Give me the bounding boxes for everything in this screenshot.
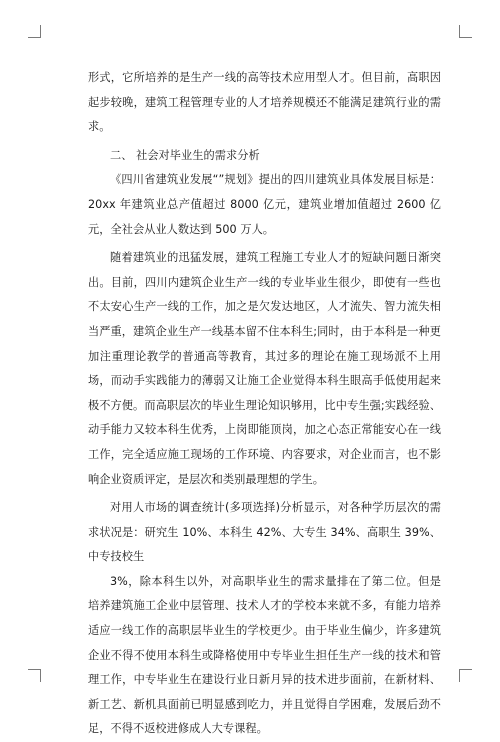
paragraph-development-goals: 《四川省建筑业发展“”规划》提出的四川建筑业具体发展目标是：20xx 年建筑业总产值超过 8000 亿元，建筑业增加值超过 2600 亿元，全社会从业人数达到 500 万人。: [88, 173, 441, 236]
paragraph-survey-stats: 对用人市场的调查统计(多项选择)分析显示，对各种学历层次的需求状况是：研究生 10%、本科生 42%、大专生 34%、高职生 39%、中专技校生: [88, 501, 441, 564]
crop-mark-top-right: [459, 25, 472, 38]
paragraph-demand-ranking: 3%，除本科生以外，对高职毕业生的需求量排在了第二位。但是培养建筑施工企业中层管理、技术人才的学校本来就不多，有能力培养适应一线工作的高职层毕业生的学校更少。由于毕业生偏少，许多建筑企业不得不使用本科生或降格使用中专毕业生担任生产一线的技术和管理工作，中专毕业生在建设行业日新月异的技术进步面前，在新材料、新工艺、新机具面前已明显感到吃力，并且觉得自学困难，发展后劲不足，不得不返校进修成人大专课程。: [88, 574, 441, 736]
crop-mark-bottom-right: [459, 669, 472, 682]
crop-mark-bottom-left: [28, 669, 41, 682]
paragraph-continuation: 形式，它所培养的是生产一线的高等技术应用型人才。但目前，高职因起步较晚，建筑工程管理专业的人才培养规模还不能满足建筑行业的需求。: [88, 71, 441, 134]
section-heading: 二、 社会对毕业生的需求分析: [110, 148, 260, 162]
document-body: [88, 66, 441, 742]
paragraph-talent-shortage: 随着建筑业的迅猛发展，建筑工程施工专业人才的短缺问题日渐突出。目前，四川内建筑企业生产一线的专业毕业生很少，即使有一些也不太安心生产一线的工作，加之是欠发达地区，人才流失、智力流失相当严重，建筑企业生产一线基本留不住本科生;同时，由于本科是一种更加注重理论教学的普通高等教育，其过多的理论在施工现场派不上用场，而动手实践能力的薄弱又让施工企业觉得本科生眼高手低使用起来极不方便。而高职层次的毕业生理论知识够用，比中专生强;实践经验、动手能力又较本科生优秀，上岗即能顶岗，加之心态正常能安心在一线工作，完全适应施工现场的工作环境、内容要求，对企业而言，也不影响企业资质评定，是层次和类别最理想的学生。: [88, 251, 441, 486]
crop-mark-top-left: [28, 25, 41, 38]
